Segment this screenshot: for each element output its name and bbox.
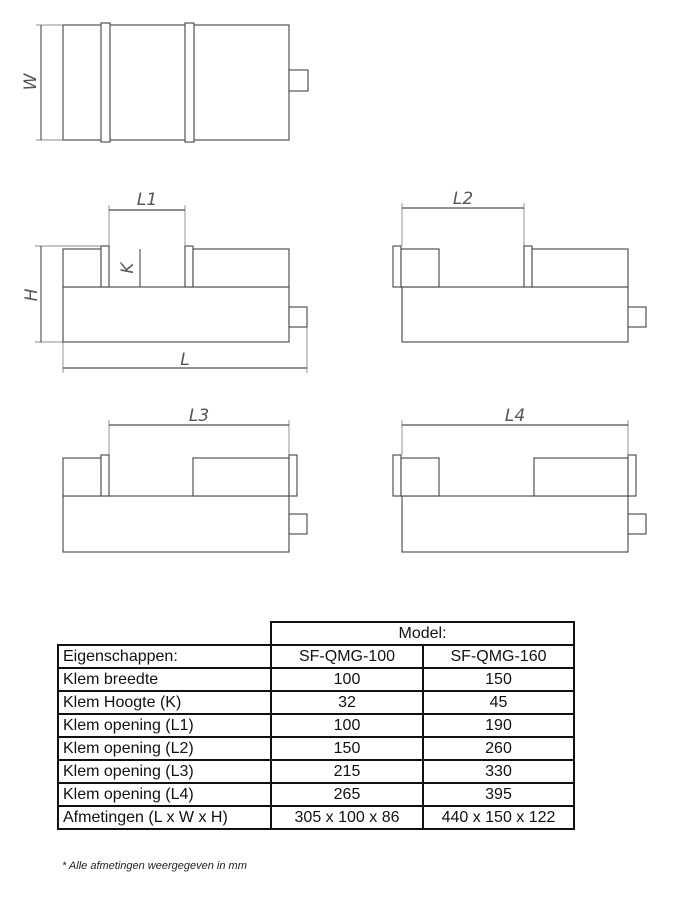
header-model-160: SF-QMG-160	[423, 645, 574, 668]
table-row: Afmetingen (L x W x H) 305 x 100 x 86 440 x 150 x 122	[58, 806, 574, 829]
k-label: K	[118, 262, 138, 274]
footnote: * Alle afmetingen weergegeven in mm	[62, 860, 247, 872]
l4-label: L4	[504, 406, 526, 426]
top-view	[21, 23, 308, 142]
specifications-table	[57, 621, 575, 830]
w-label: W	[21, 73, 41, 91]
l1-label: L1	[136, 190, 158, 210]
l3-label: L3	[188, 406, 210, 426]
column-header-row	[58, 645, 574, 668]
h-label: H	[22, 288, 42, 302]
table-row: Klem opening (L1) 100 190	[58, 714, 574, 737]
model-header: Model:	[271, 622, 574, 645]
front-view-l3	[63, 406, 307, 552]
header-model-100: SF-QMG-100	[271, 645, 423, 668]
table-row: Klem Hoogte (K) 32 45	[58, 691, 574, 714]
l2-label: L2	[452, 189, 474, 209]
model-header-row	[58, 622, 574, 645]
l-label: L	[180, 350, 190, 370]
table-row: Klem breedte 100 150	[58, 668, 574, 691]
header-properties: Eigenschappen:	[58, 645, 271, 668]
front-view-l2	[393, 189, 646, 342]
front-view-l4	[393, 406, 646, 552]
table-row: Klem opening (L2) 150 260	[58, 737, 574, 760]
table-row: Klem opening (L4) 265 395	[58, 783, 574, 806]
table-row: Klem opening (L3) 215 330	[58, 760, 574, 783]
front-view-l1	[22, 190, 307, 373]
